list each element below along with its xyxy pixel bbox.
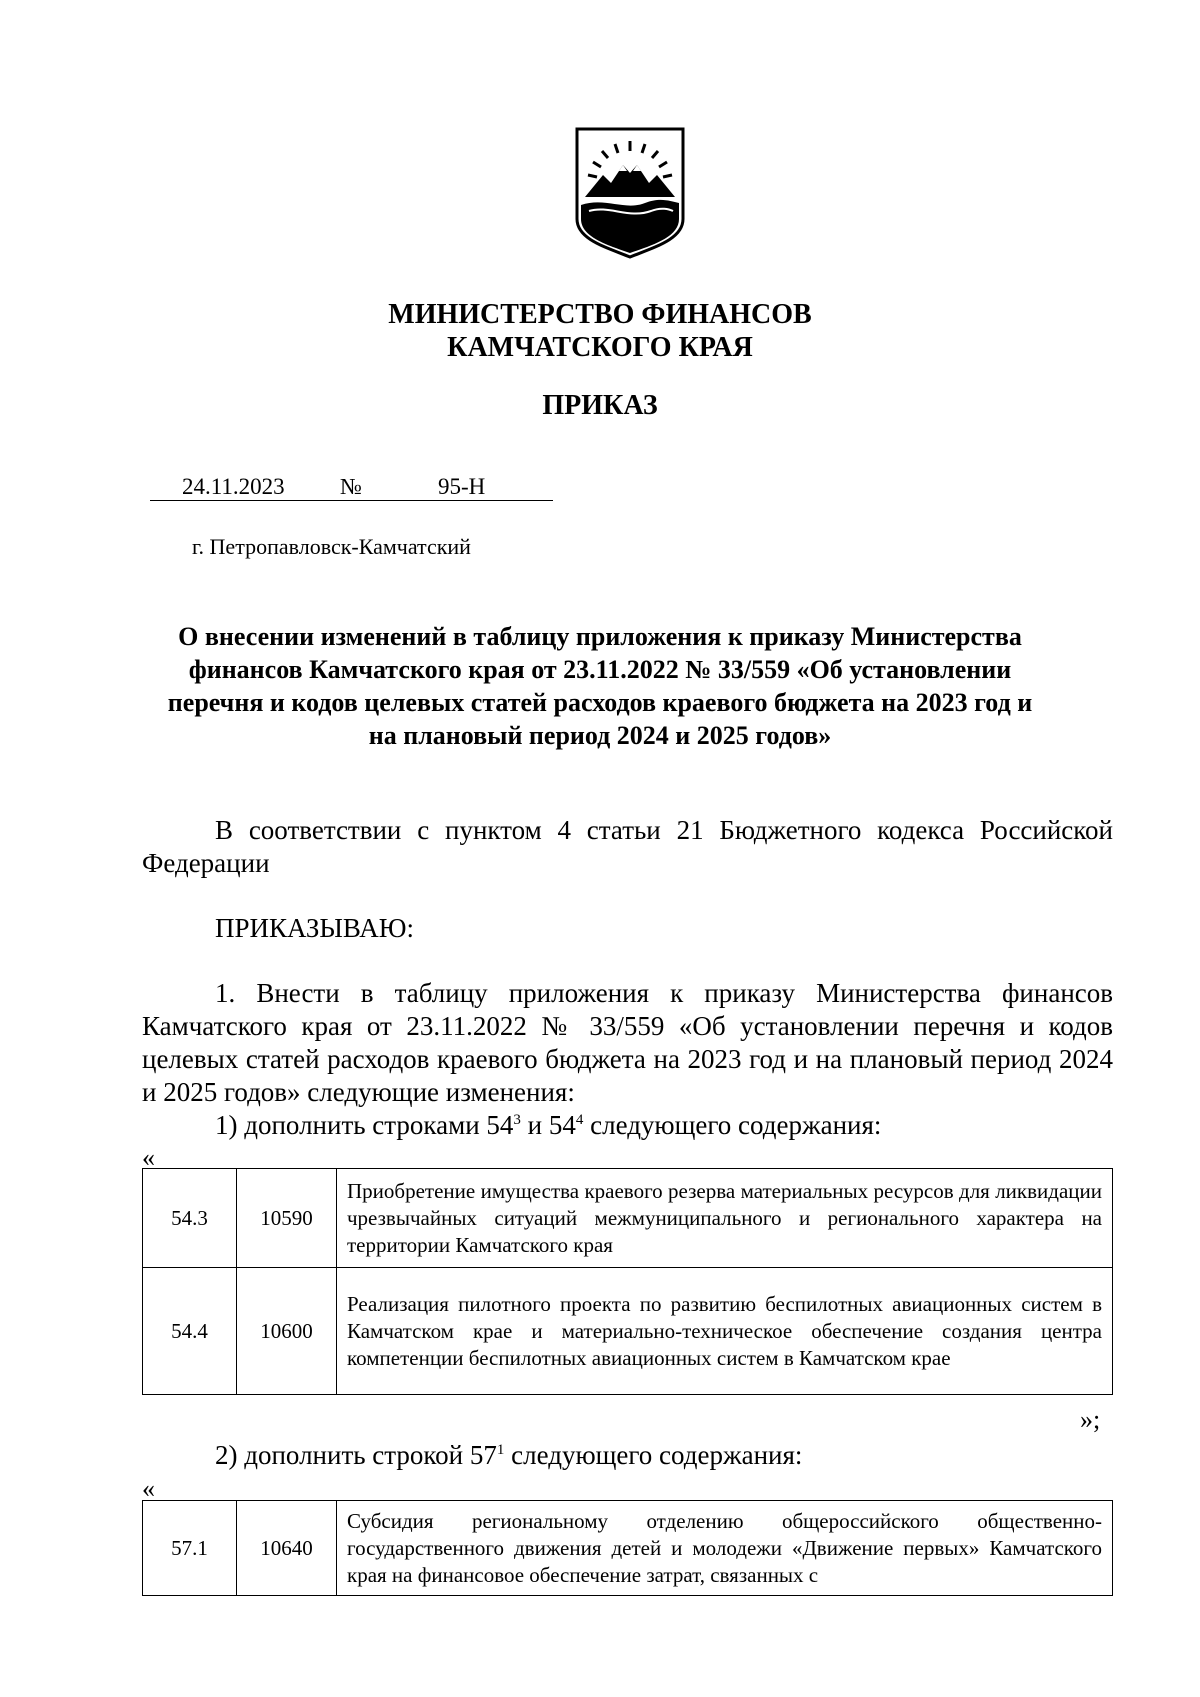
subitem-1-text-b: и 54 <box>520 1110 576 1140</box>
kamchatka-coat-of-arms <box>575 127 685 259</box>
open-quote-2: « <box>142 1474 155 1503</box>
row-number: 54.4 <box>143 1268 237 1395</box>
ministry-name <box>0 298 1200 364</box>
subitem-1-sup-b: 4 <box>575 1112 584 1128</box>
row-number: 57.1 <box>143 1501 237 1596</box>
row-code: 10600 <box>237 1268 337 1395</box>
order-subject <box>0 620 1200 752</box>
subject-line2: финансов Камчатского края от 23.11.2022 № 33/559 «Об установлении <box>188 655 1012 684</box>
subitem-1 <box>142 1109 1113 1142</box>
row-code: 10590 <box>237 1169 337 1268</box>
row-text: Реализация пилотного проекта по развитию беспилотных авиационных систем в Камчатском крае и материально-техническое обеспечение создания центра компетенции беспилотных авиационных систем в Камчатском крае <box>337 1268 1113 1395</box>
subject-line1: О внесении изменений в таблицу приложения к приказу Министерства <box>178 622 1022 651</box>
order-word: ПРИКАЗЫВАЮ: <box>215 913 414 943</box>
inserted-rows-table-1 <box>142 1168 1113 1395</box>
item-1-paragraph: 1. Внести в таблицу приложения к приказу Министерства финансов Камчатского края от 23.11.2022 № 33/559 «Об установлении перечня и кодов целевых статей расходов краевого бюджета на 2023 год и на плановый период 2024 и 2025 годов» следующие изменения: <box>142 978 1113 1107</box>
table-row <box>143 1268 1113 1395</box>
row-number: 54.3 <box>143 1169 237 1268</box>
table-row <box>143 1169 1113 1268</box>
ministry-name-line2: КАМЧАТСКОГО КРАЯ <box>447 332 753 363</box>
subitem-1-text-a: 1) дополнить строками 54 <box>215 1110 514 1140</box>
row-code: 10640 <box>237 1501 337 1596</box>
subitem-2-text-b: следующего содержания: <box>504 1440 803 1470</box>
order-number: 95-Н <box>438 474 486 499</box>
document-type: ПРИКАЗ <box>542 390 658 421</box>
close-quote-1: »; <box>1080 1405 1101 1434</box>
open-quote-1: « <box>142 1143 155 1172</box>
number-sign: № <box>340 474 362 499</box>
subject-line3: перечня и кодов целевых статей расходов краевого бюджета на 2023 год и <box>167 688 1033 717</box>
order-date: 24.11.2023 <box>182 474 285 499</box>
ministry-name-line1: МИНИСТЕРСТВО ФИНАНСОВ <box>388 299 812 330</box>
table-row <box>143 1501 1113 1596</box>
row-text: Субсидия региональному отделению общероссийского общественно-государственного движения детей и молодежи «Движение первых» Камчатского края на финансовое обеспечение затрат, связанных с <box>337 1501 1113 1596</box>
row-text: Приобретение имущества краевого резерва материальных ресурсов для ликвидации чрезвычайных ситуаций межмуниципального и регионального характера на территории Камчатского края <box>337 1169 1113 1268</box>
subitem-1-sup-a: 3 <box>513 1112 521 1128</box>
subitem-2-text-a: 2) дополнить строкой 57 <box>215 1440 497 1470</box>
basis-paragraph: В соответствии с пунктом 4 статьи 21 Бюджетного кодекса Российской Федерации <box>142 815 1113 878</box>
city: г. Петропавловск-Камчатский <box>192 534 471 559</box>
subject-line4: на плановый период 2024 и 2025 годов» <box>368 721 832 750</box>
date-number-line <box>150 474 553 501</box>
subitem-2 <box>142 1439 1113 1472</box>
subitem-2-sup-a: 1 <box>496 1442 505 1458</box>
subitem-1-text-c: следующего содержания: <box>583 1110 882 1140</box>
inserted-rows-table-2 <box>142 1500 1113 1596</box>
